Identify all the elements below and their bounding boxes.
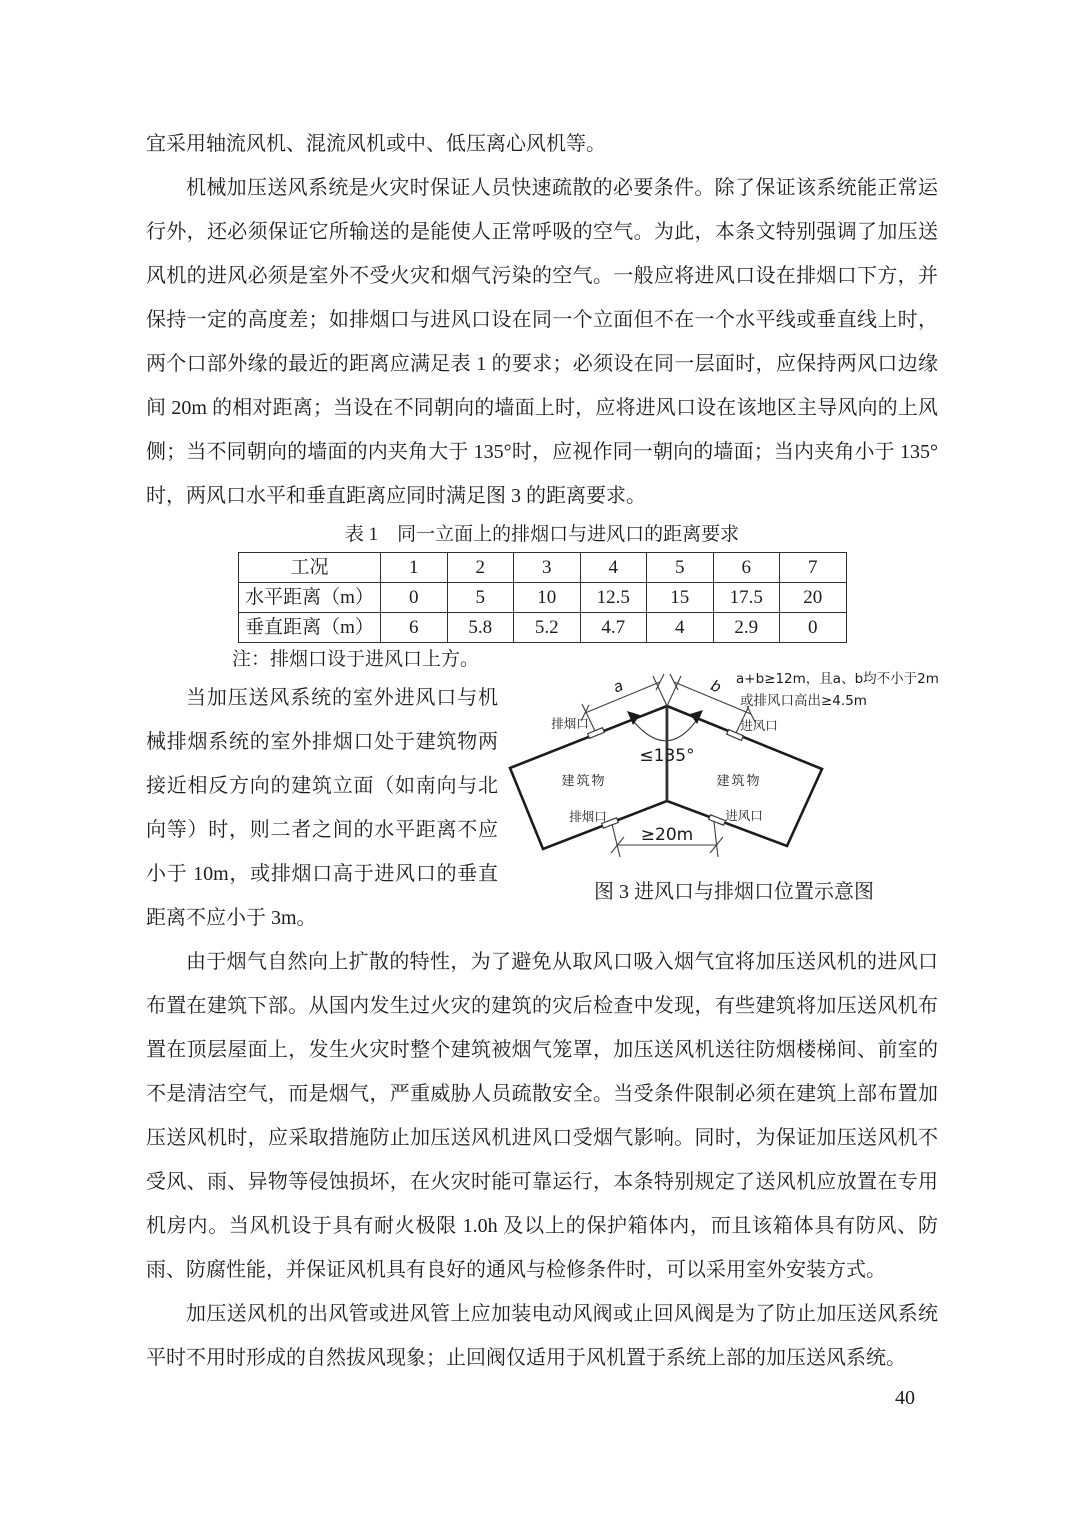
- table-cell: 4: [647, 613, 714, 643]
- table-header-cell: 工况: [239, 553, 381, 583]
- paragraph-1: 机械加压送风系统是火灾时保证人员快速疏散的必要条件。除了保证该系统能正常运行外，还必须保证它所输送的是能使人正常呼吸的空气。为此，本条文特别强调了加压送风机的进风必须是室外不受火灾和烟气污染的空气。一般应将进风口设在排烟口下方，并保持一定的高度差；如排烟口与进风口设在同一个立面但不在一个水平线或垂直线上时，两个口部外缘的最近的距离应满足表 1 的要求；必须设在同一层面时，应保持两风口边缘间 20m 的相对距离；当设在不同朝向的墙面上时，应将进风口设在该地区主导风向的上风侧；当不同朝向的墙面的内夹角大于 135°时，应视作同一朝向的墙面；当内夹角小于 135°时，两风口水平和垂直距离应同时满足图 3 的距离要求。: [146, 177, 938, 507]
- table-cell: 0: [381, 583, 448, 613]
- table-1-grid: [238, 552, 847, 643]
- table-header-cell: 3: [514, 553, 581, 583]
- table-1-note: 注：排烟口设于进风口上方。: [232, 649, 480, 670]
- air-inlet-top-right-label: 进风口: [740, 718, 778, 733]
- table-row-header: [239, 553, 847, 583]
- figure-3-drawing: [503, 664, 965, 877]
- bottom-dim-label: ≥20m: [640, 825, 694, 845]
- table-row-vertical-distance: [239, 613, 847, 643]
- figure-3-caption: 图 3 进风口与排烟口位置示意图: [594, 881, 874, 903]
- table-cell: 2.9: [713, 613, 780, 643]
- page-content: [146, 122, 938, 1380]
- table-header-cell: 1: [381, 553, 448, 583]
- smoke-outlet-bottom-left-label: 排烟口: [569, 809, 607, 824]
- building-left-label: 建筑物: [561, 774, 607, 789]
- table-cell: 0: [780, 613, 847, 643]
- air-inlet-bottom-right-label: 进风口: [725, 808, 763, 823]
- figure-text-section: [146, 671, 939, 940]
- building-right-label: 建筑物: [716, 774, 762, 789]
- dim-b-tick-1: [670, 674, 678, 690]
- table-cell: 5.2: [514, 613, 581, 643]
- table-row-horizontal-distance: [239, 583, 847, 613]
- table-header-cell: 5: [647, 553, 714, 583]
- figure-3: [503, 664, 965, 905]
- table-cell: 4.7: [580, 613, 647, 643]
- table-1: [238, 552, 938, 643]
- smoke-outlet-top-left-label: 排烟口: [551, 716, 589, 731]
- paragraph-3: 由于烟气自然向上扩散的特性，为了避免从取风口吸入烟气宜将加压送风机的进风口布置在建筑下部。从国内发生过火灾的建筑的灾后检查中发现，有些建筑将加压送风机布置在顶层屋面上，发生火灾时整个建筑被烟气笼罩，加压送风机送往防烟楼梯间、前室的不是清洁空气，而是烟气，严重威胁人员疏散安全。当受条件限制必须在建筑上部布置加压送风机时，应采取措施防止加压送风机进风口受烟气影响。同时，为保证加压送风机不受风、雨、异物等侵蚀损坏，在火灾时能可靠运行，本条特别规定了送风机应放置在专用机房内。当风机设于具有耐火极限 1.0h 及以上的保护箱体内，而且该箱体具有防风、防雨、防腐性能，并保证风机具有良好的通风与检修条件时，可以采用室外安装方式。: [146, 951, 938, 1281]
- dim-b-label: b: [708, 676, 724, 697]
- table-header-cell: 4: [580, 553, 647, 583]
- angle-label: ≤135°: [639, 746, 695, 766]
- table-header-cell: 6: [713, 553, 780, 583]
- table-1-caption: 表 1 同一立面上的排烟口与进风口的距离要求: [344, 524, 740, 545]
- figure-annotation-line-2: 或排风口高出≥4.5m: [740, 693, 867, 709]
- table-cell: 5: [447, 583, 514, 613]
- dim-a-ext-1: [653, 676, 667, 706]
- row-label-cell: 水平距离（m）: [239, 583, 381, 613]
- paragraph-4: 加压送风机的出风管或进风管上应加装电动风阀或止回风阀是为了防止加压送风系统平时不用时形成的自然拔风现象；止回阀仅适用于风机置于系统上部的加压送风系统。: [146, 1303, 938, 1369]
- figure-annotation-line-1: a+b≥12m，且a、b均不小于2m: [736, 671, 939, 687]
- table-cell: 10: [514, 583, 581, 613]
- paragraph-continuation: 宜采用轴流风机、混流风机或中、低压离心风机等。: [146, 133, 606, 155]
- bottom-dim-ext-right: [714, 822, 718, 857]
- table-cell: 5.8: [447, 613, 514, 643]
- table-cell: 6: [381, 613, 448, 643]
- page-number: 40: [895, 1387, 915, 1409]
- dim-a-tick-1: [656, 674, 664, 690]
- table-cell: 20: [780, 583, 847, 613]
- bottom-dim-ext-left: [612, 824, 620, 857]
- table-header-cell: 2: [447, 553, 514, 583]
- table-header-cell: 7: [780, 553, 847, 583]
- paragraph-2: 当加压送风系统的室外进风口与机械排烟系统的室外排烟口处于建筑物两接近相反方向的建筑立面（如南向与北向等）时，则二者之间的水平距离不应小于 10m，或排烟口高于进风口的垂直距离不应小于 3m。: [146, 687, 498, 929]
- dim-a-label: a: [610, 676, 626, 697]
- table-cell: 15: [647, 583, 714, 613]
- row-label-cell: 垂直距离（m）: [239, 613, 381, 643]
- table-cell: 12.5: [580, 583, 647, 613]
- dim-b-ext-1: [667, 676, 681, 706]
- table-cell: 17.5: [713, 583, 780, 613]
